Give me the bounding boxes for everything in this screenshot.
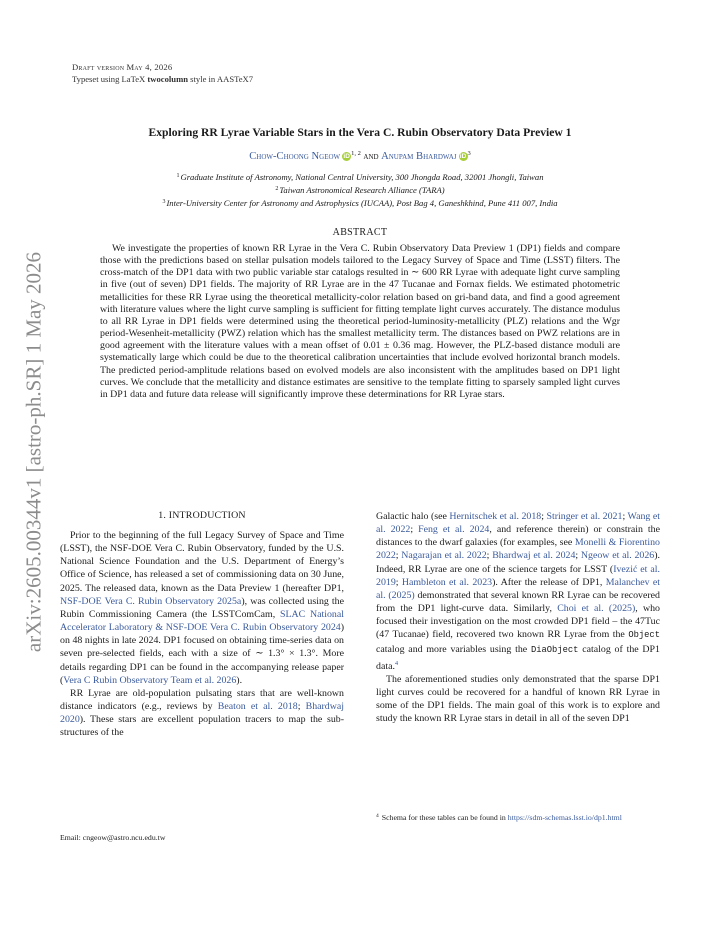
citation-link[interactable]: Malanchev et al. (2025) [376, 576, 661, 601]
running-header [72, 62, 253, 85]
left-column [60, 529, 344, 740]
affiliation [72, 198, 648, 208]
orcid-icon[interactable]: iD [343, 153, 350, 160]
draft-date: May 4, 2026 [126, 62, 173, 72]
arxiv-id: arXiv:2605.00344v1 [astro-ph.SR] 1 May 2026 [21, 251, 46, 653]
latex-logo: LaTeX [121, 73, 146, 84]
citation-link[interactable]: Ngeow et al. 2026 [580, 550, 655, 562]
citation-link[interactable]: Vera C Rubin Observatory Team et al. 2026 [63, 674, 237, 686]
citation-link[interactable]: Ivezić et al. 2019 [376, 563, 660, 588]
author-name[interactable]: Anupam Bhardwaj [381, 151, 457, 162]
affiliation [72, 172, 648, 182]
citation-link[interactable]: Wang et al. 2022 [376, 511, 660, 536]
intro-paragraph: The aforementioned studies only demonstrated that the sparse DP1 light curves could be recovered for a handful of known RR Lyrae in some of the DP1 fields. The main goal of this work is to explore and study the known RR Lyrae stars in detail in all of the seven DP1 [376, 673, 660, 725]
citation-link[interactable]: Bhardwaj et al. 2024 [492, 550, 576, 562]
affiliation [72, 185, 648, 195]
affiliation-num: 1 [176, 173, 180, 179]
citation-link[interactable]: Feng et al. 2024 [418, 524, 490, 536]
affiliation-num: 2 [275, 186, 279, 192]
citation-link[interactable]: Hambleton et al. 2023 [401, 576, 493, 588]
citation-link[interactable]: Beaton et al. 2018 [217, 701, 298, 713]
email-footnote: Email: cngeow@astro.ncu.edu.tw [60, 833, 166, 842]
typeset-prefix: Typeset using [72, 73, 122, 84]
affiliation-text: Graduate Institute of Astronomy, National Central University, 300 Jhongda Road, 32001 Jhongli, Taiwan [180, 172, 544, 182]
orcid-icon[interactable]: iD [459, 153, 467, 160]
intro-paragraph: Prior to the beginning of the full Legacy Survey of Space and Time (LSST), the NSF-DOE Vera C. Rubin Observatory, funded by the U.S. National Science Foundation and the U.S. Department of Energy’s Office of Science, has released a set of commissioning data on 30 June, 2025. The released data, known as the Data Preview 1 (hereafter DP1, NSF-DOE Vera C. Rubin Observatory 2025a), was collected using the Rubin Commissioning Camera (the LSSTComCam, SLAC National Accelerator Laboratory & NSF-DOE Vera C. Rubin Observatory 2024) on 48 nights in late 2024. DP1 focused on obtaining time-series data on seven pre-selected fields, each with a size of ∼ 1.3° × 1.3°. More details regarding DP1 can be found in the accompanying release paper (Vera C Rubin Observatory Team et al. 2026). [60, 530, 344, 686]
citation-link[interactable]: Choi et al. (2025) [557, 603, 636, 615]
citation-link[interactable]: Stringer et al. 2021 [546, 511, 623, 522]
affiliation-text: Taiwan Astronomical Research Alliance (TARA) [279, 185, 445, 195]
draft-label: Draft version [72, 62, 125, 72]
footnote [376, 811, 660, 823]
affiliation-text: Inter-University Center for Astronomy and Astrophysics (IUCAA), Post Bag 4, Ganeshkhind, Pune 411 007, India [166, 198, 558, 208]
footnote-text: Schema for these tables can be found in [381, 813, 508, 822]
code-term: DiaObject [530, 644, 579, 655]
author-name[interactable]: Chow-Choong Ngeow [249, 151, 341, 162]
citation-link[interactable]: Monelli & Fiorentino 2022 [376, 537, 660, 562]
footnote-marker[interactable]: 4 [394, 659, 399, 667]
author-affil-sup: 3 [467, 150, 471, 157]
typeset-suffix: style in AASTeX7 [188, 73, 254, 84]
abstract-body: We investigate the properties of known RR Lyrae in the Vera C. Rubin Observatory Data Preview 1 (DP1) fields and compare those with the predictions based on stellar pulsation models tailored to the Legacy Survey of Space and Time (LSST) filters. The cross-match of the DP1 data with two public variable star catalogs resulted in ∼ 600 RR Lyrae with adequate light curve sampling in five (out of seven) DP1 fields. The majority of RR Lyrae are in the 47 Tucanae and Fornax fields. We estimated photometric metallicities for these RR Lyrae using the theoretical metallicity-color relation based on gri-band data, and find a good agreement with literature values where the light curve sampling is sufficient for fitting template light curves accurately. The distance modulus to all RR Lyrae in DP1 fields were determined using the theoretical period-luminosity-metallicity (PLZ) relations and the Wgr period-Wesenheit-metallicity (PWZ) relation which has the smallest metallicity term. The distances based on PWZ relations are in good agreement with the literature values with a mean offset of 0.01 ± 0.36 mag. However, the PLZ-based distance moduli are systematically large which could be due to the theoretical calibration uncertainties that include evolved horizontal branch models. The predicted period-amplitude relations based on evolved models are also inconsistent with the amplitudes based on DP1 light curves. We conclude that the metallicity and distance estimates are sensitive to the template fitting to sparsely sampled light curves in DP1 data and future data release will significantly improve these determinations for RR Lyrae stars. [100, 243, 620, 400]
citation-link[interactable]: Bhardwaj 2020 [60, 701, 345, 726]
author-line [72, 150, 648, 162]
author-and: and [363, 152, 379, 162]
citation-link[interactable]: Hernitschek et al. 2018 [449, 511, 542, 522]
section-heading: 1. INTRODUCTION [158, 510, 246, 521]
intro-paragraph: RR Lyrae are old-population pulsating stars that are well-known distance indicators (e.g., reviews by Beaton et al. 2018; Bhardwaj 2020). These stars are excellent population tracers to map the sub-structures of the [60, 687, 345, 739]
affiliation-num: 3 [162, 199, 166, 205]
right-column [376, 510, 660, 726]
footnote-link[interactable]: https://sdm-schemas.lsst.io/dp1.html [507, 813, 622, 822]
citation-link[interactable]: Nagarajan et al. 2022 [401, 550, 487, 562]
style-name: twocolumn [147, 73, 189, 84]
citation-link[interactable]: SLAC National Accelerator Laboratory & NSF-DOE Vera C. Rubin Observatory 2024 [60, 608, 344, 634]
intro-paragraph: Galactic halo (see Hernitschek et al. 2018; Stringer et al. 2021; Wang et al. 2022; Feng et al. 2024, and reference therein) or constrain the distances to the dwarf galaxies (for examples, see Monelli & Fiorentino 2022; Nagarajan et al. 2022; Bhardwaj et al. 2024; Ngeow et al. 2026). Indeed, RR Lyrae are one of the science targets for LSST (Ivezić et al. 2019; Hambleton et al. 2023). After the release of DP1, Malanchev et al. (2025) demonstrated that several known RR Lyrae can be recovered from the DP1 light-curve data. Similarly, Choi et al. (2025), who focused their investigation on the most crowded DP1 field – the 47Tuc (47 Tucanae) field, recovered two known RR Lyrae from the Object catalog and more variables using the DiaObject catalog of the DP1 data.$^4$ [376, 511, 661, 672]
abstract-heading: ABSTRACT [332, 227, 388, 238]
author-affil-sup: 1, 2 [351, 150, 361, 157]
paper-title: Exploring RR Lyrae Variable Stars in the Vera C. Rubin Observatory Data Preview 1 [148, 126, 572, 139]
code-term: Object [628, 630, 660, 641]
footnote-number: 4 [376, 813, 379, 819]
citation-link[interactable]: NSF-DOE Vera C. Rubin Observatory 2025a [60, 595, 242, 607]
